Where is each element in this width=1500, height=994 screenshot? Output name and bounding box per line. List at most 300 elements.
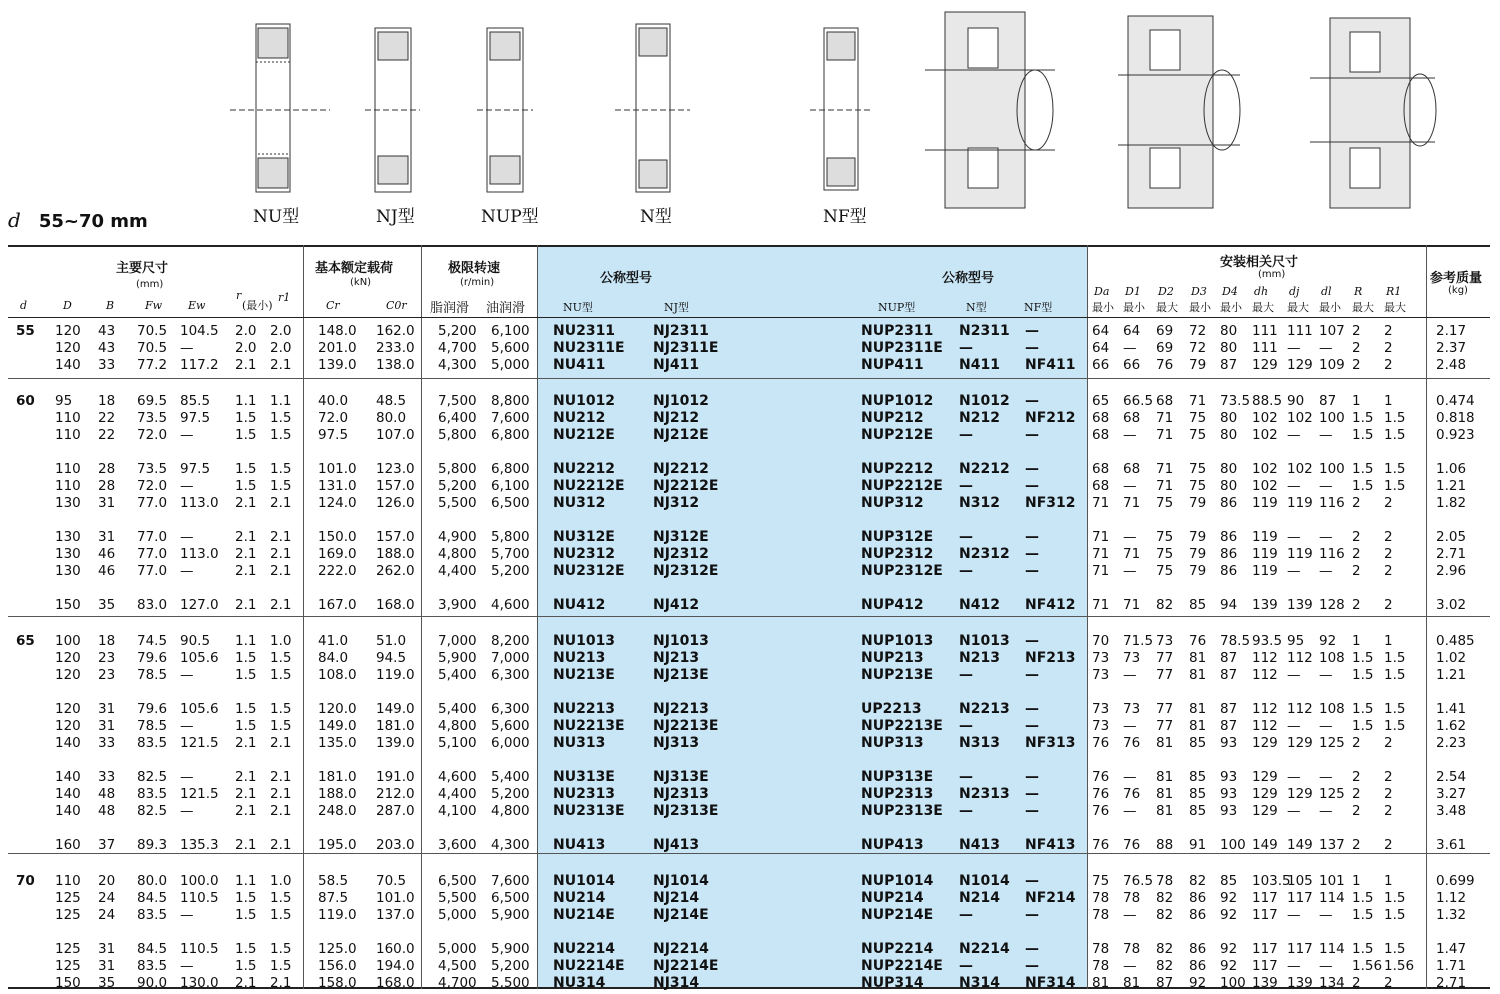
- cell-fw: 72.0: [137, 478, 168, 494]
- cell-cr: 139.0: [318, 357, 357, 373]
- cell-mount-4: 92: [1220, 907, 1238, 923]
- cell-mount-9: 1.5: [1384, 890, 1406, 906]
- cell-nj: NJ2312: [653, 546, 709, 562]
- cell-nup: NUP2214: [861, 941, 934, 957]
- cell-g: 3,900: [438, 597, 477, 613]
- cell-c0r: 157.0: [376, 529, 415, 545]
- cell-mount-0: 73: [1092, 650, 1110, 666]
- cell-ew: 100.0: [180, 873, 219, 889]
- cell-n: N411: [959, 357, 1000, 373]
- cell-cr: 84.0: [318, 650, 349, 666]
- mount-col-2: D2: [1158, 285, 1174, 298]
- cell-d: 130: [55, 563, 81, 579]
- cell-mount-7: 128: [1319, 597, 1345, 613]
- cell-cr: 169.0: [318, 546, 357, 562]
- cell-mount-7: 116: [1319, 495, 1345, 511]
- cell-nu: NU411: [553, 357, 606, 373]
- cell-cr: 201.0: [318, 340, 357, 356]
- cell-nj: NJ312: [653, 495, 700, 511]
- cell-d: 160: [55, 837, 81, 853]
- cell-b: 43: [98, 340, 116, 356]
- cell-mount-8: 1.5: [1352, 667, 1374, 683]
- cell-g: 4,400: [438, 563, 477, 579]
- cell-fw: 83.5: [137, 907, 168, 923]
- cell-n: —: [959, 340, 973, 356]
- cell-n: —: [959, 563, 973, 579]
- cell-ew: —: [180, 718, 194, 734]
- cell-d: 140: [55, 769, 81, 785]
- cell-b: 18: [98, 633, 116, 649]
- cell-n: N412: [959, 597, 1000, 613]
- cell-r: 1.5: [235, 667, 257, 683]
- cell-g: 4,700: [438, 340, 477, 356]
- cell-nf: NF212: [1025, 410, 1076, 426]
- cell-cr: 131.0: [318, 478, 357, 494]
- header-main-dims: 主要尺寸: [116, 261, 169, 276]
- cell-g: 6,400: [438, 410, 477, 426]
- cell-mount-4: 93: [1220, 803, 1238, 819]
- cell-n: —: [959, 803, 973, 819]
- cell-mount-4: 87: [1220, 701, 1238, 717]
- table-row: [8, 907, 1490, 924]
- cell-g: 5,200: [438, 478, 477, 494]
- cell-mount-4: 92: [1220, 958, 1238, 974]
- cell-r: 1.5: [235, 478, 257, 494]
- cell-mount-9: 2: [1384, 323, 1393, 339]
- cell-mount-4: 100: [1220, 975, 1246, 991]
- cell-mount-6: 139: [1287, 975, 1313, 991]
- cell-d: 120: [55, 340, 81, 356]
- table-row: [8, 837, 1490, 854]
- cell-cr: 156.0: [318, 958, 357, 974]
- cell-mount-5: 119: [1252, 563, 1278, 579]
- cell-c0r: 194.0: [376, 958, 415, 974]
- cell-nf: —: [1025, 786, 1039, 802]
- cell-n: —: [959, 718, 973, 734]
- cell-mount-0: 71: [1092, 563, 1110, 579]
- col-r1: r1: [278, 291, 291, 304]
- cell-mass: 0.485: [1436, 633, 1475, 649]
- cell-fw: 70.5: [137, 340, 168, 356]
- cell-mount-3: 85: [1189, 786, 1207, 802]
- cell-mount-0: 64: [1092, 340, 1110, 356]
- cell-mount-1: 66.5: [1123, 393, 1154, 409]
- col-r: r: [236, 289, 242, 302]
- bore-diameter: 65: [16, 633, 35, 649]
- cell-mount-2: 71: [1156, 410, 1174, 426]
- cell-c0r: 70.5: [376, 873, 407, 889]
- cell-g: 4,600: [438, 769, 477, 785]
- cell-nf: NF214: [1025, 890, 1076, 906]
- cell-nup: NUP213: [861, 650, 924, 666]
- cell-mount-9: 2: [1384, 563, 1393, 579]
- cell-nf: —: [1025, 718, 1039, 734]
- col-Fw: Fw: [145, 299, 163, 312]
- cell-mass: 2.54: [1436, 769, 1467, 785]
- cell-nu: NU2214E: [553, 958, 625, 974]
- cell-c0r: 48.5: [376, 393, 407, 409]
- cell-mount-1: —: [1123, 958, 1137, 974]
- diagram-label-nj: NJ型: [376, 207, 415, 227]
- cell-fw: 74.5: [137, 633, 168, 649]
- cell-mount-6: —: [1287, 769, 1301, 785]
- cell-r1: 2.1: [270, 495, 292, 511]
- cell-n: —: [959, 958, 973, 974]
- cell-c0r: 149.0: [376, 701, 415, 717]
- cell-fw: 77.0: [137, 529, 168, 545]
- cell-mount-1: 76: [1123, 786, 1141, 802]
- cell-r1: 2.1: [270, 529, 292, 545]
- cell-mount-4: 80: [1220, 340, 1238, 356]
- cell-g: 4,900: [438, 529, 477, 545]
- cell-mount-5: 129: [1252, 357, 1278, 373]
- cell-mount-9: 2: [1384, 357, 1393, 373]
- cell-r: 2.1: [235, 495, 257, 511]
- cell-mount-3: 81: [1189, 650, 1207, 666]
- cell-fw: 77.0: [137, 495, 168, 511]
- cell-nj: NJ213: [653, 650, 700, 666]
- cell-mass: 1.12: [1436, 890, 1467, 906]
- cell-mount-1: —: [1123, 427, 1137, 443]
- cell-o: 5,600: [491, 718, 530, 734]
- cell-mount-3: 85: [1189, 735, 1207, 751]
- cell-mass: 2.71: [1436, 975, 1467, 991]
- cell-n: N313: [959, 735, 1000, 751]
- cell-mount-1: 71.5: [1123, 633, 1154, 649]
- header-main-unit: (mm): [136, 279, 164, 290]
- cell-b: 31: [98, 529, 116, 545]
- cell-mount-2: 77: [1156, 701, 1174, 717]
- cell-mount-5: 149: [1252, 837, 1278, 853]
- table-row: [8, 735, 1490, 752]
- cell-mount-7: 100: [1319, 461, 1345, 477]
- cell-mass: 0.474: [1436, 393, 1475, 409]
- cell-n: N1014: [959, 873, 1010, 889]
- cell-nj: NJ2214: [653, 941, 709, 957]
- cell-mount-3: 85: [1189, 597, 1207, 613]
- cell-mount-5: 117: [1252, 890, 1278, 906]
- cell-mount-8: 2: [1352, 837, 1361, 853]
- cell-mount-9: 1.5: [1384, 718, 1406, 734]
- cell-fw: 83.5: [137, 958, 168, 974]
- cell-mount-3: 79: [1189, 495, 1207, 511]
- cell-r1: 1.5: [270, 701, 292, 717]
- cell-o: 8,200: [491, 633, 530, 649]
- cell-mount-8: 2: [1352, 563, 1361, 579]
- cell-mount-3: 71: [1189, 393, 1207, 409]
- mount-col-4: D4: [1222, 285, 1238, 298]
- cell-g: 5,500: [438, 890, 477, 906]
- cell-r1: 2.1: [270, 735, 292, 751]
- cell-mount-0: 75: [1092, 873, 1110, 889]
- cell-d: 130: [55, 495, 81, 511]
- cell-mount-0: 68: [1092, 410, 1110, 426]
- cell-o: 5,700: [491, 546, 530, 562]
- cell-c0r: 168.0: [376, 597, 415, 613]
- cell-d: 100: [55, 633, 81, 649]
- cell-b: 33: [98, 735, 116, 751]
- cell-mount-2: 71: [1156, 461, 1174, 477]
- cell-nf: —: [1025, 323, 1039, 339]
- cell-mount-9: 2: [1384, 546, 1393, 562]
- cell-ew: —: [180, 529, 194, 545]
- cell-nu: NU2311: [553, 323, 616, 339]
- cell-mount-1: —: [1123, 769, 1137, 785]
- cell-r: 2.0: [235, 340, 257, 356]
- cell-mount-0: 71: [1092, 546, 1110, 562]
- cell-mount-4: 87: [1220, 650, 1238, 666]
- cell-nup: NUP313: [861, 735, 924, 751]
- table-row: [8, 410, 1490, 427]
- cell-cr: 108.0: [318, 667, 357, 683]
- header-model-1: 公称型号: [600, 271, 653, 286]
- cell-mass: 2.05: [1436, 529, 1467, 545]
- cell-r1: 2.1: [270, 837, 292, 853]
- cell-b: 22: [98, 427, 116, 443]
- cell-r: 1.5: [235, 650, 257, 666]
- cell-mount-6: 117: [1287, 941, 1313, 957]
- cell-mount-5: 119: [1252, 495, 1278, 511]
- cell-mount-5: 112: [1252, 701, 1278, 717]
- cell-nu: NU2212E: [553, 478, 625, 494]
- cell-d: 110: [55, 873, 81, 889]
- cell-mount-2: 73: [1156, 633, 1174, 649]
- cell-n: N2313: [959, 786, 1010, 802]
- cell-g: 6,500: [438, 873, 477, 889]
- cell-o: 8,800: [491, 393, 530, 409]
- mount-col-sub-6: 最大: [1287, 301, 1309, 314]
- cell-ew: 127.0: [180, 597, 219, 613]
- cell-c0r: 162.0: [376, 323, 415, 339]
- cell-r1: 1.5: [270, 718, 292, 734]
- cell-mount-9: 2: [1384, 495, 1393, 511]
- cell-r1: 2.1: [270, 357, 292, 373]
- col-nf: NF型: [1024, 301, 1053, 314]
- cell-ew: —: [180, 769, 194, 785]
- cell-mount-6: 112: [1287, 650, 1313, 666]
- cell-mount-9: 2: [1384, 803, 1393, 819]
- cell-mount-0: 65: [1092, 393, 1110, 409]
- cell-mount-6: 139: [1287, 597, 1313, 613]
- cell-mount-2: 69: [1156, 340, 1174, 356]
- cell-nup: NUP2313: [861, 786, 934, 802]
- cell-mount-9: 1.5: [1384, 941, 1406, 957]
- cell-g: 4,800: [438, 546, 477, 562]
- cell-n: N214: [959, 890, 1000, 906]
- cell-nu: NU2312E: [553, 563, 625, 579]
- cell-ew: —: [180, 803, 194, 819]
- cell-nf: —: [1025, 667, 1039, 683]
- cell-g: 4,400: [438, 786, 477, 802]
- cell-b: 31: [98, 718, 116, 734]
- cell-mount-4: 100: [1220, 837, 1246, 853]
- cell-r1: 1.5: [270, 427, 292, 443]
- cell-r: 1.5: [235, 941, 257, 957]
- cell-mass: 3.48: [1436, 803, 1467, 819]
- cell-o: 6,100: [491, 323, 530, 339]
- cell-mount-6: 102: [1287, 410, 1313, 426]
- cell-nup: NUP312E: [861, 529, 934, 545]
- cell-mount-6: —: [1287, 563, 1301, 579]
- cell-fw: 72.0: [137, 427, 168, 443]
- cell-g: 7,000: [438, 633, 477, 649]
- cell-nj: NJ2212E: [653, 478, 719, 494]
- cell-d: 120: [55, 323, 81, 339]
- cell-b: 23: [98, 667, 116, 683]
- cell-nf: —: [1025, 529, 1039, 545]
- cell-cr: 124.0: [318, 495, 357, 511]
- cell-fw: 83.5: [137, 735, 168, 751]
- cell-r: 1.5: [235, 718, 257, 734]
- cell-r: 2.1: [235, 546, 257, 562]
- table-row: [8, 461, 1490, 478]
- cell-o: 4,600: [491, 597, 530, 613]
- cell-mount-7: 100: [1319, 410, 1345, 426]
- col-nu: NU型: [563, 301, 593, 314]
- cell-cr: 222.0: [318, 563, 357, 579]
- cell-nj: NJ2312E: [653, 563, 719, 579]
- cell-nj: NJ2214E: [653, 958, 719, 974]
- cell-mount-0: 71: [1092, 495, 1110, 511]
- cell-mount-8: 1.5: [1352, 890, 1374, 906]
- cell-mount-2: 77: [1156, 650, 1174, 666]
- cell-fw: 70.5: [137, 323, 168, 339]
- cell-nu: NU2214: [553, 941, 616, 957]
- col-nup: NUP型: [878, 301, 916, 314]
- cell-mass: 0.923: [1436, 427, 1475, 443]
- cell-mount-9: 1: [1384, 633, 1393, 649]
- cell-mount-4: 80: [1220, 478, 1238, 494]
- mount-col-3: D3: [1191, 285, 1207, 298]
- cell-mount-6: —: [1287, 340, 1301, 356]
- col-Ew: Ew: [188, 299, 206, 312]
- cell-mass: 2.23: [1436, 735, 1467, 751]
- cell-mount-3: 81: [1189, 667, 1207, 683]
- cell-mount-7: 92: [1319, 633, 1337, 649]
- cell-ew: 121.5: [180, 735, 219, 751]
- cell-fw: 79.6: [137, 701, 168, 717]
- cell-fw: 82.5: [137, 803, 168, 819]
- cell-nj: NJ412: [653, 597, 700, 613]
- cell-mount-5: 119: [1252, 546, 1278, 562]
- cell-nup: NUP314: [861, 975, 924, 991]
- cell-r1: 1.5: [270, 907, 292, 923]
- cell-fw: 69.5: [137, 393, 168, 409]
- cell-nf: —: [1025, 340, 1039, 356]
- table-row: [8, 701, 1490, 718]
- cell-nj: NJ313E: [653, 769, 709, 785]
- cell-mount-6: 95: [1287, 633, 1305, 649]
- cell-o: 6,800: [491, 461, 530, 477]
- table-row: [8, 941, 1490, 958]
- cell-ew: —: [180, 563, 194, 579]
- cell-d: 130: [55, 529, 81, 545]
- mount-col-0: Da: [1094, 285, 1110, 298]
- cell-r: 1.1: [235, 873, 257, 889]
- cell-nj: NJ2212: [653, 461, 709, 477]
- cell-cr: 120.0: [318, 701, 357, 717]
- cell-ew: 113.0: [180, 495, 219, 511]
- cell-nu: NU2313: [553, 786, 616, 802]
- cell-b: 43: [98, 323, 116, 339]
- cell-mount-9: 2: [1384, 529, 1393, 545]
- cell-cr: 87.5: [318, 890, 349, 906]
- cell-nj: NJ2313E: [653, 803, 719, 819]
- cell-nj: NJ213E: [653, 667, 709, 683]
- cell-mass: 1.02: [1436, 650, 1467, 666]
- cell-mount-0: 78: [1092, 941, 1110, 957]
- cell-d: 140: [55, 786, 81, 802]
- cell-b: 20: [98, 873, 116, 889]
- cell-mount-1: —: [1123, 907, 1137, 923]
- bore-range: 55~70 mm: [38, 211, 148, 232]
- cell-ew: —: [180, 478, 194, 494]
- cell-ew: —: [180, 427, 194, 443]
- cell-mount-2: 75: [1156, 563, 1174, 579]
- cell-ew: 130.0: [180, 975, 219, 991]
- cell-nup: NUP2212: [861, 461, 934, 477]
- cell-cr: 195.0: [318, 837, 357, 853]
- cell-mass: 2.37: [1436, 340, 1467, 356]
- cell-nj: NJ2213: [653, 701, 709, 717]
- cell-fw: 78.5: [137, 667, 168, 683]
- cell-fw: 80.0: [137, 873, 168, 889]
- cell-mount-5: 102: [1252, 461, 1278, 477]
- cell-n: N2312: [959, 546, 1010, 562]
- cell-nj: NJ214: [653, 890, 700, 906]
- cell-o: 5,400: [491, 769, 530, 785]
- cell-mount-2: 77: [1156, 667, 1174, 683]
- table-row: [8, 873, 1490, 890]
- cell-mount-0: 71: [1092, 529, 1110, 545]
- cell-n: N413: [959, 837, 1000, 853]
- cell-b: 48: [98, 786, 116, 802]
- cell-mount-9: 1: [1384, 873, 1393, 889]
- header-speed-unit: (r/min): [460, 277, 495, 288]
- diagram-label-n: N型: [640, 207, 672, 227]
- mount-col-6: dj: [1289, 285, 1300, 298]
- cell-c0r: 188.0: [376, 546, 415, 562]
- cell-mass: 2.96: [1436, 563, 1467, 579]
- cell-ew: 117.2: [180, 357, 219, 373]
- mount-col-5: dh: [1254, 285, 1269, 298]
- cell-mount-0: 78: [1092, 890, 1110, 906]
- cell-n: N2311: [959, 323, 1010, 339]
- cell-o: 7,600: [491, 410, 530, 426]
- cell-o: 5,600: [491, 340, 530, 356]
- cell-mount-6: —: [1287, 958, 1301, 974]
- col-C0r: C0r: [386, 299, 407, 312]
- cell-mount-6: 111: [1287, 323, 1313, 339]
- cell-mount-9: 1.5: [1384, 410, 1406, 426]
- cell-mount-8: 2: [1352, 340, 1361, 356]
- table-row: [8, 357, 1490, 374]
- mount-col-sub-3: 最小: [1189, 301, 1211, 314]
- cell-mount-0: 64: [1092, 323, 1110, 339]
- cell-fw: 78.5: [137, 718, 168, 734]
- cell-d: 120: [55, 701, 81, 717]
- cell-mount-2: 82: [1156, 958, 1174, 974]
- cell-r1: 1.5: [270, 667, 292, 683]
- cell-d: 110: [55, 461, 81, 477]
- cell-mount-9: 2: [1384, 735, 1393, 751]
- cell-mount-1: —: [1123, 803, 1137, 819]
- cell-b: 48: [98, 803, 116, 819]
- cell-mount-9: 1.5: [1384, 650, 1406, 666]
- table-row: [8, 786, 1490, 803]
- cell-nf: NF313: [1025, 735, 1076, 751]
- cell-mount-8: 1.5: [1352, 701, 1374, 717]
